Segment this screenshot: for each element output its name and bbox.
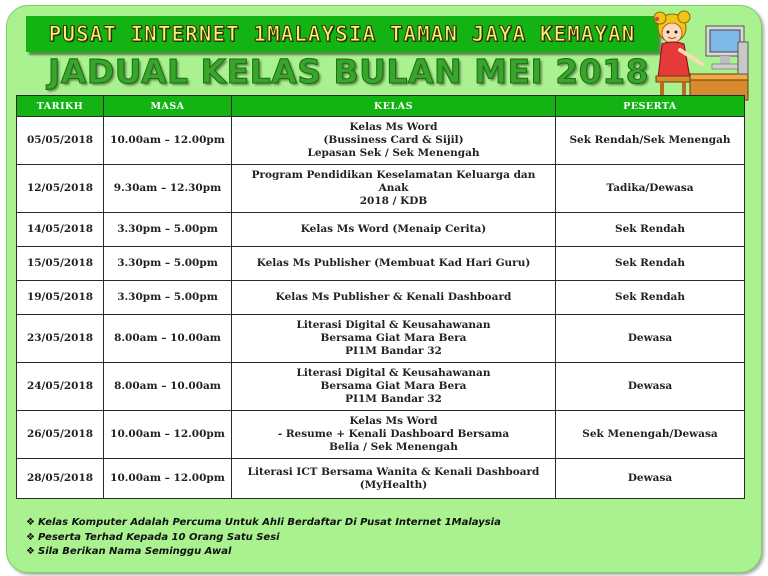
kelas-line: Kelas Ms Word	[349, 415, 438, 427]
cell-time: 10.00am – 12.00pm	[104, 411, 232, 459]
kelas-line: Program Pendidikan Keselamatan Keluarga dan Anak	[251, 169, 536, 194]
cell-peserta: Dewasa	[556, 459, 745, 499]
cell-kelas	[232, 117, 556, 165]
cell-date: 24/05/2018	[17, 363, 104, 411]
kelas-line: Literasi Digital & Keusahawanan	[296, 367, 491, 379]
class-schedule-table	[16, 95, 745, 499]
table-header-row	[17, 96, 745, 117]
diamond-bullet-icon: ❖	[26, 531, 35, 543]
kelas-line: Belia / Sek Menengah	[329, 441, 458, 453]
kelas-line: PI1M Bandar 32	[345, 345, 442, 357]
header-kelas: KELAS	[232, 96, 556, 117]
cell-date: 28/05/2018	[17, 459, 104, 499]
cell-kelas	[232, 281, 556, 315]
cell-peserta: Sek Rendah	[556, 281, 745, 315]
note-item: ❖ Sila Berikan Nama Seminggu Awal	[26, 545, 726, 560]
kelas-line: Lepasan Sek / Sek Menengah	[307, 147, 480, 159]
cell-time: 3.30pm – 5.00pm	[104, 247, 232, 281]
cell-time: 9.30am – 12.30pm	[104, 165, 232, 213]
kelas-line: Kelas Ms Word (Menaip Cerita)	[300, 223, 487, 235]
banner	[26, 16, 658, 52]
cell-time: 3.30pm – 5.00pm	[104, 281, 232, 315]
kelas-line: PI1M Bandar 32	[345, 393, 442, 405]
cell-time: 8.00am – 10.00am	[104, 363, 232, 411]
cell-time: 8.00am – 10.00am	[104, 315, 232, 363]
cell-date: 26/05/2018	[17, 411, 104, 459]
diamond-bullet-icon: ❖	[26, 546, 35, 557]
table-row	[17, 363, 745, 411]
cell-time: 3.30pm – 5.00pm	[104, 213, 232, 247]
cell-kelas	[232, 363, 556, 411]
kelas-line: Kelas Ms Publisher (Membuat Kad Hari Guru)	[256, 257, 531, 269]
note-item: ❖ Peserta Terhad Kepada 10 Orang Satu Sesi	[26, 531, 726, 546]
table-row	[17, 459, 745, 499]
cell-time: 10.00am – 12.00pm	[104, 117, 232, 165]
table-row	[17, 315, 745, 363]
cell-kelas	[232, 459, 556, 499]
table-row	[17, 213, 745, 247]
cell-kelas	[232, 247, 556, 281]
table-row	[17, 165, 745, 213]
kelas-line: (MyHealth)	[359, 478, 428, 491]
table-row	[17, 411, 745, 459]
table-row	[17, 247, 745, 281]
cell-kelas	[232, 315, 556, 363]
cell-peserta: Dewasa	[556, 363, 745, 411]
kelas-line: (Bussiness Card & Sijil)	[323, 134, 464, 146]
girl-at-computer-icon	[650, 8, 750, 104]
table-row	[17, 281, 745, 315]
kelas-line: Kelas Ms Word	[349, 121, 438, 133]
header-peserta: PESERTA	[556, 96, 745, 117]
cell-peserta: Sek Menengah/Dewasa	[556, 411, 745, 459]
cell-time: 10.00am – 12.00pm	[104, 459, 232, 499]
kelas-line: Bersama Giat Mara Bera	[320, 380, 467, 392]
diamond-bullet-icon: ❖	[26, 517, 35, 528]
kelas-line: 2018 / KDB	[359, 195, 428, 207]
kelas-line: Kelas Ms Publisher & Kenali Dashboard	[275, 291, 512, 303]
kelas-line: Literasi Digital & Keusahawanan	[296, 319, 491, 331]
cell-peserta: Tadika/Dewasa	[556, 165, 745, 213]
cell-date: 23/05/2018	[17, 315, 104, 363]
cell-peserta: Sek Rendah	[556, 213, 745, 247]
banner-text: PUSAT INTERNET 1MALAYSIA TAMAN JAYA KEMAYAN	[48, 22, 636, 46]
notes-list	[26, 516, 726, 560]
cell-kelas	[232, 213, 556, 247]
cell-date: 12/05/2018	[17, 165, 104, 213]
cell-kelas	[232, 165, 556, 213]
cell-date: 15/05/2018	[17, 247, 104, 281]
kelas-line: Bersama Giat Mara Bera	[320, 332, 467, 344]
cell-peserta: Sek Rendah	[556, 247, 745, 281]
page-title: JADUAL KELAS BULAN MEI 2018	[48, 52, 650, 91]
cell-date: 19/05/2018	[17, 281, 104, 315]
kelas-line: Literasi ICT Bersama Wanita & Kenali Dashboard	[247, 465, 540, 478]
header-tarikh: TARIKH	[17, 96, 104, 117]
cell-date: 14/05/2018	[17, 213, 104, 247]
cell-peserta: Sek Rendah/Sek Menengah	[556, 117, 745, 165]
kelas-line: - Resume + Kenali Dashboard Bersama	[277, 428, 510, 440]
note-item: ❖ Kelas Komputer Adalah Percuma Untuk Ahli Berdaftar Di Pusat Internet 1Malaysia	[26, 516, 726, 531]
cell-date: 05/05/2018	[17, 117, 104, 165]
cell-peserta: Dewasa	[556, 315, 745, 363]
header-masa: MASA	[104, 96, 232, 117]
table-row	[17, 117, 745, 165]
cell-kelas	[232, 411, 556, 459]
